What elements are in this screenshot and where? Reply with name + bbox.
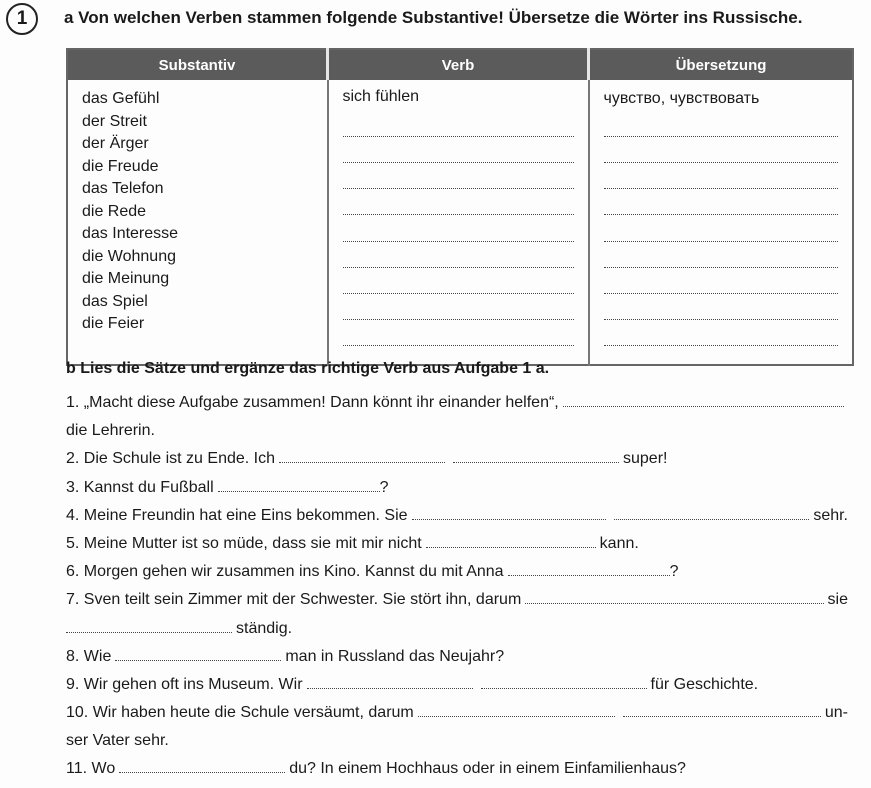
verb-blank[interactable]: [343, 140, 574, 166]
sentence-text: 10. Wir haben heute die Schule versäumt, darum: [66, 704, 414, 722]
part-b-instruction: b Lies die Sätze und ergänze das richtige Verb aus Aufgabe 1 a.: [66, 360, 550, 377]
answer-blank[interactable]: [453, 448, 619, 463]
sentence-6: [66, 560, 848, 588]
answer-blank[interactable]: [481, 674, 647, 689]
sentence-list: [66, 391, 848, 786]
sentence-text: 4. Meine Freundin hat eine Eins bekommen. Sie: [66, 506, 408, 524]
verb-blank[interactable]: [343, 218, 574, 244]
sentence-text: ?: [379, 478, 389, 496]
translation-blank[interactable]: [604, 297, 839, 323]
sentence-text: ?: [669, 563, 679, 581]
verb-blank[interactable]: [343, 166, 574, 192]
translation-blank[interactable]: [604, 166, 839, 192]
sentence-text: 5. Meine Mutter ist so müde, dass sie mit mir nicht: [66, 534, 422, 552]
answer-blank[interactable]: [525, 589, 823, 604]
sentence-text: 6. Morgen gehen wir zusammen ins Kino. Kannst du mit Anna: [66, 563, 504, 581]
sentence-text: sehr.: [813, 506, 848, 524]
sentence-2: [66, 447, 848, 475]
sentence-9: [66, 673, 848, 701]
answer-blank[interactable]: [66, 618, 232, 633]
verb-blank[interactable]: [343, 323, 574, 349]
sentence-11: [66, 757, 848, 785]
sentence-10-cont: [66, 729, 848, 757]
answer-blank[interactable]: [119, 758, 285, 773]
sentence-text: ständig.: [236, 619, 293, 637]
sentence-text: un-: [824, 704, 848, 722]
sentence-text: 3. Kannst du Fußball: [66, 478, 214, 496]
header-verb: Verb: [328, 49, 589, 80]
translation-blank[interactable]: [604, 271, 839, 297]
answer-blank[interactable]: [279, 448, 445, 463]
noun-item: das Gefühl: [82, 90, 160, 107]
translation-blank[interactable]: [604, 114, 839, 140]
answer-blank[interactable]: [623, 702, 821, 717]
sentence-text: ser Vater sehr.: [66, 732, 169, 750]
sentence-1-cont: [66, 419, 848, 447]
sentence-5: [66, 532, 848, 560]
sentence-7-cont: [66, 617, 848, 645]
answer-blank[interactable]: [218, 477, 380, 492]
verb-blank[interactable]: [343, 297, 574, 323]
sentence-text: 9. Wir gehen oft ins Museum. Wir: [66, 675, 303, 693]
sentence-text: super!: [623, 450, 668, 468]
noun-item: die Rede: [82, 202, 147, 220]
sentence-text: kann.: [599, 534, 639, 552]
translation-blank[interactable]: [604, 323, 839, 349]
verb-blank[interactable]: [343, 271, 574, 297]
sentence-3: [66, 476, 848, 504]
sentence-1: [66, 391, 848, 419]
sentence-text: 1. „Macht diese Aufgabe zusammen! Dann könnt ihr einander helfen“,: [66, 394, 559, 411]
noun-item: das Telefon: [82, 180, 164, 197]
example-verb: sich fühlen: [342, 88, 419, 105]
sentence-text: 8. Wie: [66, 647, 112, 665]
answer-blank[interactable]: [115, 646, 281, 661]
sentence-text: 11. Wo: [66, 760, 116, 778]
noun-item: die Wohnung: [82, 247, 176, 265]
sentence-4: [66, 504, 848, 532]
verb-column: [328, 80, 589, 365]
exercise-number-badge: 1: [6, 3, 38, 35]
noun-item: der Ärger: [82, 135, 149, 152]
translation-blank[interactable]: [604, 192, 839, 218]
answer-blank[interactable]: [418, 702, 616, 717]
vocabulary-table: [66, 48, 854, 366]
sentence-text: die Lehrerin.: [66, 422, 155, 440]
example-translation: чувство, чувствовать: [603, 90, 760, 107]
sentence-text: man in Russland das Neujahr?: [285, 647, 505, 665]
verb-blank[interactable]: [343, 192, 574, 218]
header-translation: Übersetzung: [589, 49, 854, 80]
translation-column: [589, 80, 854, 365]
noun-item: die Feier: [82, 315, 145, 332]
answer-blank[interactable]: [426, 533, 596, 548]
answer-blank[interactable]: [412, 505, 607, 520]
header-substantiv: Substantiv: [67, 49, 328, 80]
translation-blank[interactable]: [604, 245, 839, 271]
noun-item: die Freude: [82, 157, 159, 175]
noun-item: die Meinung: [82, 270, 170, 287]
answer-blank[interactable]: [614, 505, 809, 520]
sentence-8: [66, 645, 848, 673]
verb-blank[interactable]: [343, 114, 574, 140]
translation-blank[interactable]: [604, 218, 839, 244]
sentence-text: 7. Sven teilt sein Zimmer mit der Schwester. Sie stört ihn, darum: [66, 591, 522, 609]
noun-item: das Spiel: [82, 292, 148, 310]
answer-blank[interactable]: [563, 392, 844, 407]
sentence-text: für Geschichte.: [650, 675, 759, 693]
noun-column: [67, 80, 328, 365]
sentence-10: [66, 701, 848, 729]
sentence-text: du? In einem Hochhaus oder in einem Einfamilienhaus?: [289, 760, 686, 778]
noun-item: das Interesse: [82, 225, 179, 242]
sentence-text: sie: [827, 591, 848, 609]
part-a-instruction: a Von welchen Verben stammen folgende Substantive! Übersetze die Wörter ins Russische.: [64, 8, 803, 27]
sentence-text: 2. Die Schule ist zu Ende. Ich: [66, 450, 275, 468]
translation-blank[interactable]: [604, 140, 839, 166]
noun-item: der Streit: [82, 112, 147, 130]
sentence-7: [66, 588, 848, 616]
answer-blank[interactable]: [307, 674, 473, 689]
verb-blank[interactable]: [343, 245, 574, 271]
answer-blank[interactable]: [508, 561, 670, 576]
